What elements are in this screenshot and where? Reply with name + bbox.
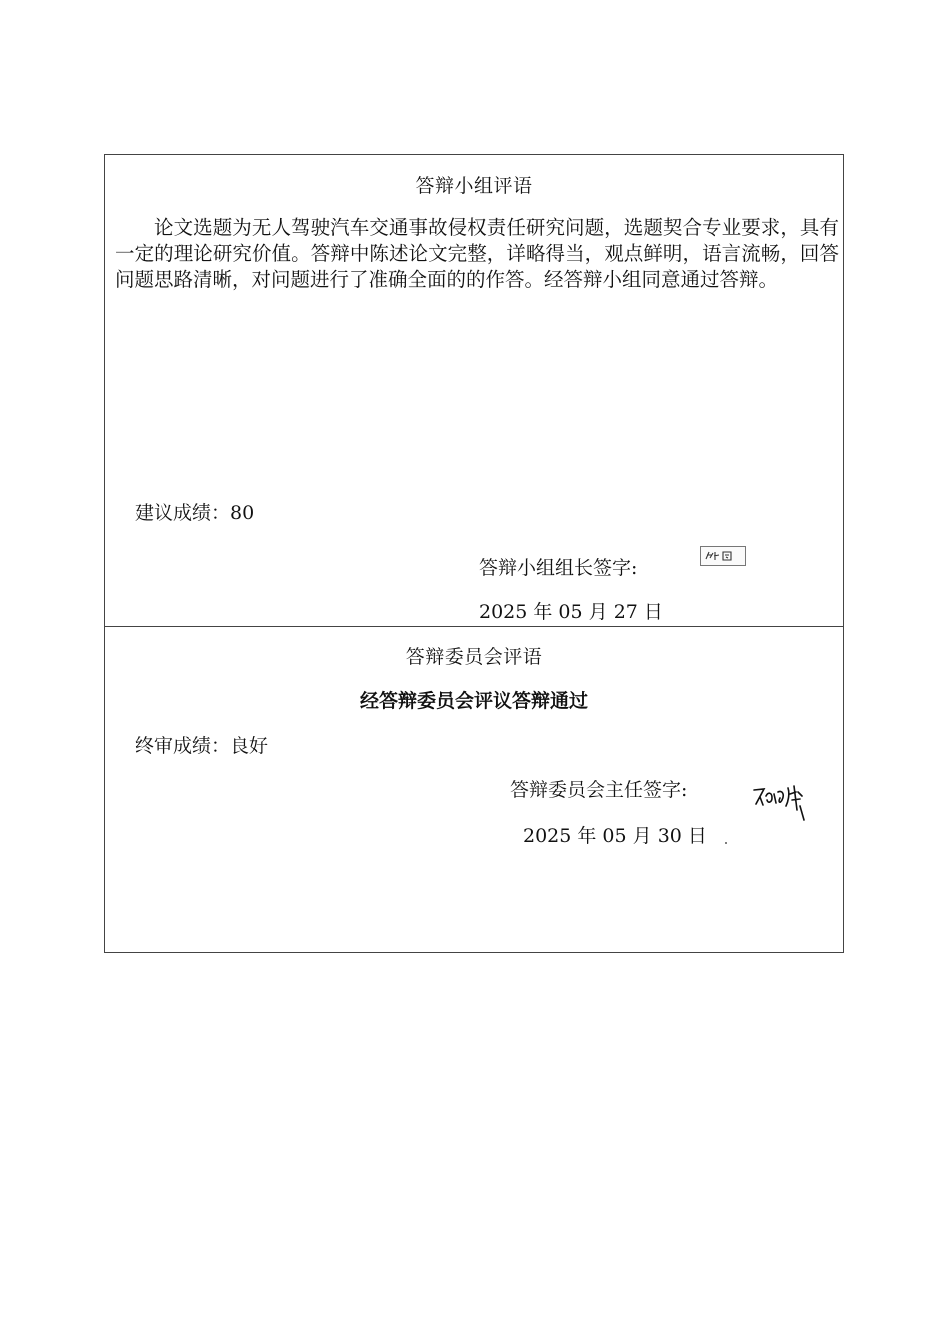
committee-section — [105, 627, 843, 952]
final-grade-label: 终审成绩： — [135, 735, 231, 757]
committee-chair-signature — [750, 780, 820, 824]
committee-decision: 经答辩委员会评议答辩通过 — [359, 690, 588, 712]
committee-heading: 答辩委员会评语 — [405, 646, 543, 668]
defense-group-section — [105, 155, 843, 627]
group-leader-signature-icon — [701, 547, 745, 565]
suggested-grade-value: 80 — [230, 502, 255, 524]
suggested-grade-label: 建议成绩： — [135, 502, 231, 524]
group-leader-signature — [700, 546, 746, 566]
evaluation-table — [104, 154, 844, 953]
defense-group-comment: 论文选题为无人驾驶汽车交通事故侵权责任研究问题，选题契合专业要求，具有一定的理论研究价值。答辩中陈述论文完整，详略得当，观点鲜明，语言流畅，回答问题思路清晰，对问题进行了准确全面的的作答。经答辩小组同意通过答辩。 — [115, 216, 839, 291]
final-grade — [135, 731, 268, 758]
group-leader-signature-label: 答辩小组组长签字: — [479, 557, 638, 579]
committee-chair-signature-label: 答辩委员会主任签字: — [510, 779, 688, 801]
final-grade-value: 良好 — [230, 735, 269, 757]
decorative-dot — [725, 842, 727, 844]
suggested-grade — [135, 498, 254, 525]
committee-date: 2025 年 05 月 30 日 — [523, 825, 707, 847]
defense-group-date: 2025 年 05 月 27 日 — [479, 601, 663, 623]
defense-group-heading: 答辩小组评语 — [415, 175, 533, 197]
